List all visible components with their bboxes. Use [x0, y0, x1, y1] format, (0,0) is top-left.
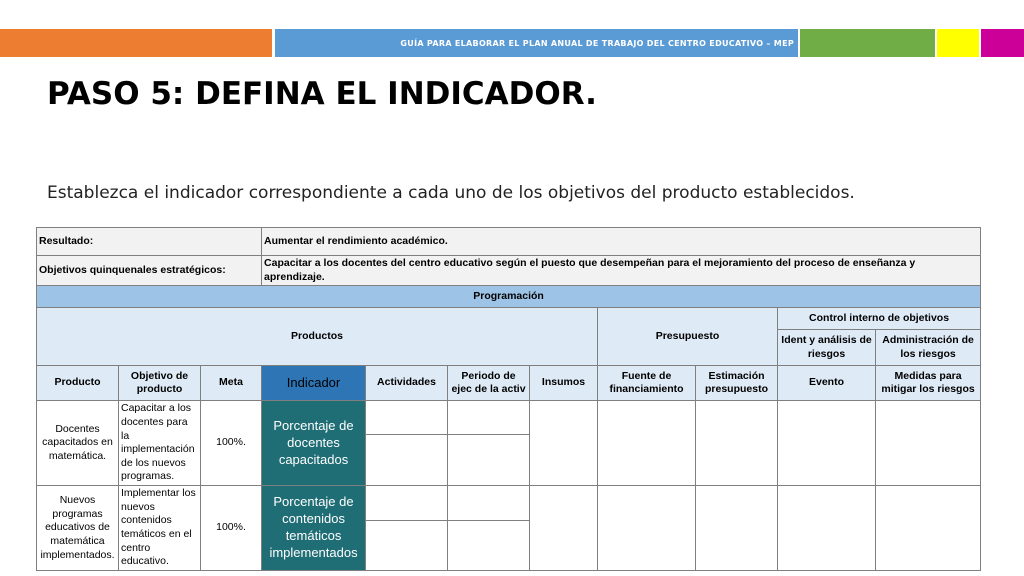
indicator-table: [36, 227, 981, 571]
ident-header: Ident y análisis de riesgos: [778, 330, 876, 366]
periodo-cell: [448, 521, 530, 571]
col-insumos: Insumos: [530, 366, 598, 401]
periodo-cell: [448, 401, 530, 434]
evento-cell: [778, 401, 876, 486]
col-periodo: Periodo de ejec de la activ: [448, 366, 530, 401]
presupuesto-header: Presupuesto: [598, 308, 778, 366]
objetivos-row: [37, 256, 981, 286]
col-evento: Evento: [778, 366, 876, 401]
control-header: Control interno de objetivos: [778, 308, 981, 330]
table-row: [37, 486, 981, 521]
producto-cell: Docentes capacitados en matemática.: [37, 401, 119, 486]
col-fuente: Fuente de financiamiento: [598, 366, 696, 401]
periodo-cell: [448, 486, 530, 521]
medidas-cell: [876, 401, 981, 486]
header-band-yellow: [937, 29, 979, 57]
page-title: PASO 5: DEFINA EL INDICADOR.: [47, 76, 597, 112]
programacion-row: [37, 286, 981, 308]
col-objetivo: Objetivo de producto: [119, 366, 201, 401]
table-row: [37, 401, 981, 434]
actividades-cell: [366, 401, 448, 434]
admin-header: Administración de los riesgos: [876, 330, 981, 366]
objetivos-label: Objetivos quinquenales estratégicos:: [37, 256, 262, 286]
evento-cell: [778, 486, 876, 571]
col-producto: Producto: [37, 366, 119, 401]
col-actividades: Actividades: [366, 366, 448, 401]
actividades-cell: [366, 521, 448, 571]
insumos-cell: [530, 486, 598, 571]
periodo-cell: [448, 434, 530, 485]
producto-cell: Nuevos programas educativos de matemática implementados.: [37, 486, 119, 571]
objetivo-cell: Capacitar a los docentes para la implementación de los nuevos programas.: [119, 401, 201, 486]
group-header-row-1: [37, 308, 981, 330]
productos-header: Productos: [37, 308, 598, 366]
actividades-cell: [366, 434, 448, 485]
header-band-orange: [0, 29, 272, 57]
meta-cell: 100%.: [201, 401, 262, 486]
objetivo-cell: Implementar los nuevos contenidos temáticos en el centro educativo.: [119, 486, 201, 571]
insumos-cell: [530, 401, 598, 486]
fuente-cell: [598, 486, 696, 571]
header-band-green: [800, 29, 935, 57]
fuente-cell: [598, 401, 696, 486]
col-medidas: Medidas para mitigar los riesgos: [876, 366, 981, 401]
page-subtitle: Establezca el indicador correspondiente a cada uno de los objetivos del producto establecidos.: [47, 183, 855, 203]
programacion-header: Programación: [37, 286, 981, 308]
indicador-cell: Porcentaje de docentes capacitados: [262, 401, 366, 486]
header-band-magenta: [981, 29, 1024, 57]
actividades-cell: [366, 486, 448, 521]
resultado-value: Aumentar el rendimiento académico.: [262, 228, 981, 256]
col-indicador: Indicador: [262, 366, 366, 401]
col-meta: Meta: [201, 366, 262, 401]
objetivos-value: Capacitar a los docentes del centro educativo según el puesto que desempeñan para el mejoramiento del proceso de enseñanza y aprendizaje.: [262, 256, 981, 286]
estimacion-cell: [696, 486, 778, 571]
resultado-label: Resultado:: [37, 228, 262, 256]
header-band-title: GUÍA PARA ELABORAR EL PLAN ANUAL DE TRABAJO DEL CENTRO EDUCATIVO – MEP: [275, 29, 798, 57]
column-header-row: [37, 366, 981, 401]
medidas-cell: [876, 486, 981, 571]
meta-cell: 100%.: [201, 486, 262, 571]
indicador-cell: Porcentaje de contenidos temáticos implementados: [262, 486, 366, 571]
col-estimacion: Estimación presupuesto: [696, 366, 778, 401]
resultado-row: [37, 228, 981, 256]
estimacion-cell: [696, 401, 778, 486]
